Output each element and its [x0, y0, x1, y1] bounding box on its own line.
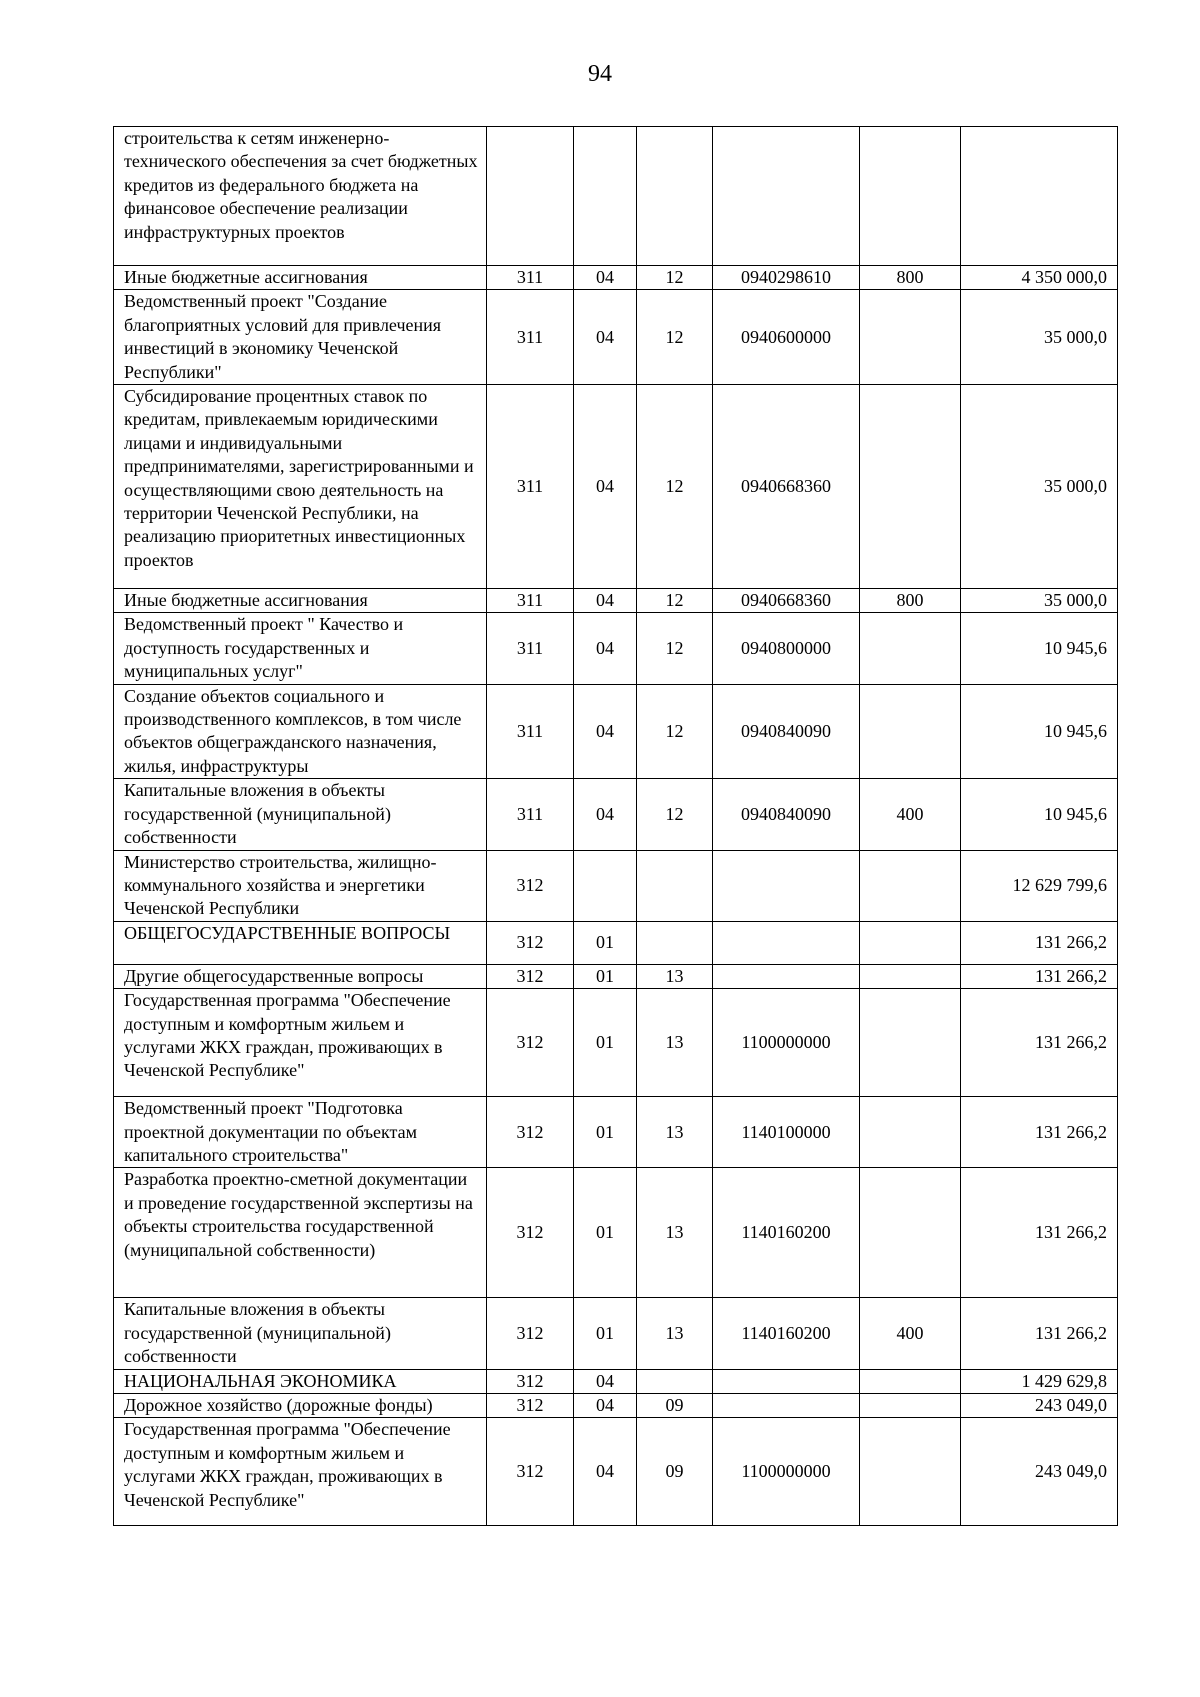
row-vr-cell [860, 989, 961, 1097]
row-csr-cell: 0940668360 [713, 589, 860, 613]
row-csr-cell [713, 850, 860, 921]
row-amount-cell: 4 350 000,0 [961, 266, 1118, 290]
row-pr-cell: 13 [637, 1168, 713, 1298]
row-amount-cell: 131 266,2 [961, 964, 1118, 988]
row-ved-cell: 311 [487, 779, 574, 850]
table-row [114, 589, 1118, 613]
row-pr-cell: 09 [637, 1418, 713, 1526]
row-vr-cell [860, 127, 961, 266]
row-ved-cell: 311 [487, 266, 574, 290]
row-rz-cell: 04 [574, 1393, 637, 1417]
table-row [114, 613, 1118, 684]
row-vr-cell [860, 1418, 961, 1526]
row-pr-cell: 13 [637, 964, 713, 988]
row-name-cell: НАЦИОНАЛЬНАЯ ЭКОНОМИКА [114, 1369, 487, 1393]
row-amount-cell: 10 945,6 [961, 613, 1118, 684]
row-vr-cell: 800 [860, 589, 961, 613]
row-amount-cell: 131 266,2 [961, 1097, 1118, 1168]
row-pr-cell [637, 921, 713, 964]
row-csr-cell: 0940840090 [713, 779, 860, 850]
row-amount-cell: 243 049,0 [961, 1418, 1118, 1526]
row-rz-cell: 04 [574, 266, 637, 290]
row-vr-cell: 400 [860, 1298, 961, 1369]
row-rz-cell: 01 [574, 964, 637, 988]
row-ved-cell: 312 [487, 1369, 574, 1393]
row-csr-cell [713, 1369, 860, 1393]
row-csr-cell: 0940298610 [713, 266, 860, 290]
table-row [114, 684, 1118, 779]
row-pr-cell: 12 [637, 613, 713, 684]
row-ved-cell: 312 [487, 1418, 574, 1526]
row-amount-cell: 35 000,0 [961, 385, 1118, 589]
table-row [114, 921, 1118, 964]
row-pr-cell: 12 [637, 290, 713, 385]
row-rz-cell: 01 [574, 989, 637, 1097]
row-pr-cell [637, 1369, 713, 1393]
row-name-cell: Государственная программа "Обеспечение доступным и комфортным жильем и услугами ЖКХ граждан, проживающих в Чеченской Республике" [114, 1418, 487, 1526]
row-amount-cell: 35 000,0 [961, 290, 1118, 385]
row-vr-cell [860, 850, 961, 921]
row-name-cell: Государственная программа "Обеспечение доступным и комфортным жильем и услугами ЖКХ граждан, проживающих в Чеченской Республике" [114, 989, 487, 1097]
row-name-cell: Дорожное хозяйство (дорожные фонды) [114, 1393, 487, 1417]
row-csr-cell: 0940840090 [713, 684, 860, 779]
row-csr-cell: 1100000000 [713, 1418, 860, 1526]
row-csr-cell: 1140100000 [713, 1097, 860, 1168]
row-name-cell: Ведомственный проект "Подготовка проектной документации по объектам капитального строительства" [114, 1097, 487, 1168]
row-csr-cell [713, 127, 860, 266]
row-pr-cell [637, 127, 713, 266]
row-vr-cell [860, 613, 961, 684]
row-amount-cell: 35 000,0 [961, 589, 1118, 613]
row-rz-cell: 04 [574, 589, 637, 613]
row-amount-cell: 10 945,6 [961, 779, 1118, 850]
row-vr-cell: 400 [860, 779, 961, 850]
row-ved-cell: 312 [487, 921, 574, 964]
row-amount-cell: 131 266,2 [961, 921, 1118, 964]
row-amount-cell: 131 266,2 [961, 989, 1118, 1097]
row-ved-cell: 312 [487, 989, 574, 1097]
row-amount-cell: 10 945,6 [961, 684, 1118, 779]
row-vr-cell [860, 1097, 961, 1168]
row-amount-cell [961, 127, 1118, 266]
table-row [114, 1393, 1118, 1417]
row-name-cell: Иные бюджетные ассигнования [114, 266, 487, 290]
row-pr-cell: 13 [637, 989, 713, 1097]
table-row [114, 1168, 1118, 1298]
row-vr-cell [860, 964, 961, 988]
row-csr-cell: 0940668360 [713, 385, 860, 589]
table-row [114, 1369, 1118, 1393]
budget-table [113, 126, 1118, 1526]
row-name-cell: Ведомственный проект " Качество и доступность государственных и муниципальных услуг" [114, 613, 487, 684]
row-ved-cell: 312 [487, 1168, 574, 1298]
row-pr-cell: 13 [637, 1097, 713, 1168]
table-row [114, 127, 1118, 266]
row-csr-cell: 1100000000 [713, 989, 860, 1097]
row-name-cell: Иные бюджетные ассигнования [114, 589, 487, 613]
row-ved-cell: 312 [487, 1393, 574, 1417]
row-name-cell: Субсидирование процентных ставок по кредитам, привлекаемым юридическими лицами и индивидуальными предпринимателями, зарегистрированными и осуществляющими свою деятельность на территории Чеченской Республики, на реализацию приоритетных инвестиционных проектов [114, 385, 487, 589]
table-row [114, 385, 1118, 589]
row-rz-cell [574, 850, 637, 921]
row-rz-cell: 04 [574, 684, 637, 779]
table-row [114, 989, 1118, 1097]
row-amount-cell: 131 266,2 [961, 1168, 1118, 1298]
row-ved-cell: 312 [487, 1298, 574, 1369]
budget-table-body [114, 127, 1118, 1526]
row-csr-cell [713, 1393, 860, 1417]
row-vr-cell: 800 [860, 266, 961, 290]
row-name-cell: Министерство строительства, жилищно-коммунального хозяйства и энергетики Чеченской Республики [114, 850, 487, 921]
row-pr-cell: 12 [637, 779, 713, 850]
row-ved-cell: 312 [487, 1097, 574, 1168]
row-rz-cell: 04 [574, 779, 637, 850]
row-rz-cell: 04 [574, 613, 637, 684]
row-ved-cell: 312 [487, 964, 574, 988]
row-vr-cell [860, 1393, 961, 1417]
row-csr-cell [713, 921, 860, 964]
row-ved-cell: 311 [487, 684, 574, 779]
row-name-cell: Ведомственный проект "Создание благоприятных условий для привлечения инвестиций в экономику Чеченской Республики" [114, 290, 487, 385]
row-amount-cell: 131 266,2 [961, 1298, 1118, 1369]
table-row [114, 850, 1118, 921]
row-ved-cell: 312 [487, 850, 574, 921]
row-amount-cell: 12 629 799,6 [961, 850, 1118, 921]
row-vr-cell [860, 921, 961, 964]
table-row [114, 290, 1118, 385]
row-rz-cell: 04 [574, 290, 637, 385]
row-name-cell: Создание объектов социального и производственного комплексов, в том числе объектов общегражданского назначения, жилья, инфраструктуры [114, 684, 487, 779]
row-vr-cell [860, 385, 961, 589]
row-rz-cell: 04 [574, 1369, 637, 1393]
row-rz-cell: 04 [574, 1418, 637, 1526]
row-rz-cell: 04 [574, 385, 637, 589]
row-pr-cell: 12 [637, 385, 713, 589]
row-ved-cell: 311 [487, 385, 574, 589]
row-name-cell: Капитальные вложения в объекты государственной (муниципальной) собственности [114, 779, 487, 850]
row-rz-cell: 01 [574, 1168, 637, 1298]
row-pr-cell: 12 [637, 589, 713, 613]
row-vr-cell [860, 290, 961, 385]
row-name-cell: ОБЩЕГОСУДАРСТВЕННЫЕ ВОПРОСЫ [114, 921, 487, 964]
table-row [114, 1418, 1118, 1526]
table-row [114, 964, 1118, 988]
row-vr-cell [860, 684, 961, 779]
row-amount-cell: 243 049,0 [961, 1393, 1118, 1417]
table-row [114, 779, 1118, 850]
row-csr-cell [713, 964, 860, 988]
row-name-cell: Капитальные вложения в объекты государственной (муниципальной) собственности [114, 1298, 487, 1369]
row-name-cell: Разработка проектно-сметной документации и проведение государственной экспертизы на объекты строительства государственной (муниципальной собственности) [114, 1168, 487, 1298]
row-csr-cell: 0940600000 [713, 290, 860, 385]
page-number: 94 [588, 61, 612, 87]
row-name-cell: строительства к сетям инженерно-технического обеспечения за счет бюджетных кредитов из федерального бюджета на финансовое обеспечение реализации инфраструктурных проектов [114, 127, 487, 266]
row-rz-cell: 01 [574, 1097, 637, 1168]
table-row [114, 266, 1118, 290]
table-row [114, 1097, 1118, 1168]
row-pr-cell: 13 [637, 1298, 713, 1369]
row-ved-cell: 311 [487, 589, 574, 613]
row-csr-cell: 1140160200 [713, 1168, 860, 1298]
row-vr-cell [860, 1168, 961, 1298]
row-ved-cell: 311 [487, 613, 574, 684]
row-pr-cell: 12 [637, 684, 713, 779]
row-amount-cell: 1 429 629,8 [961, 1369, 1118, 1393]
row-pr-cell: 09 [637, 1393, 713, 1417]
row-pr-cell [637, 850, 713, 921]
row-name-cell: Другие общегосударственные вопросы [114, 964, 487, 988]
row-ved-cell [487, 127, 574, 266]
row-ved-cell: 311 [487, 290, 574, 385]
row-csr-cell: 0940800000 [713, 613, 860, 684]
row-rz-cell: 01 [574, 1298, 637, 1369]
row-rz-cell: 01 [574, 921, 637, 964]
row-pr-cell: 12 [637, 266, 713, 290]
row-rz-cell [574, 127, 637, 266]
table-row [114, 1298, 1118, 1369]
row-csr-cell: 1140160200 [713, 1298, 860, 1369]
row-vr-cell [860, 1369, 961, 1393]
